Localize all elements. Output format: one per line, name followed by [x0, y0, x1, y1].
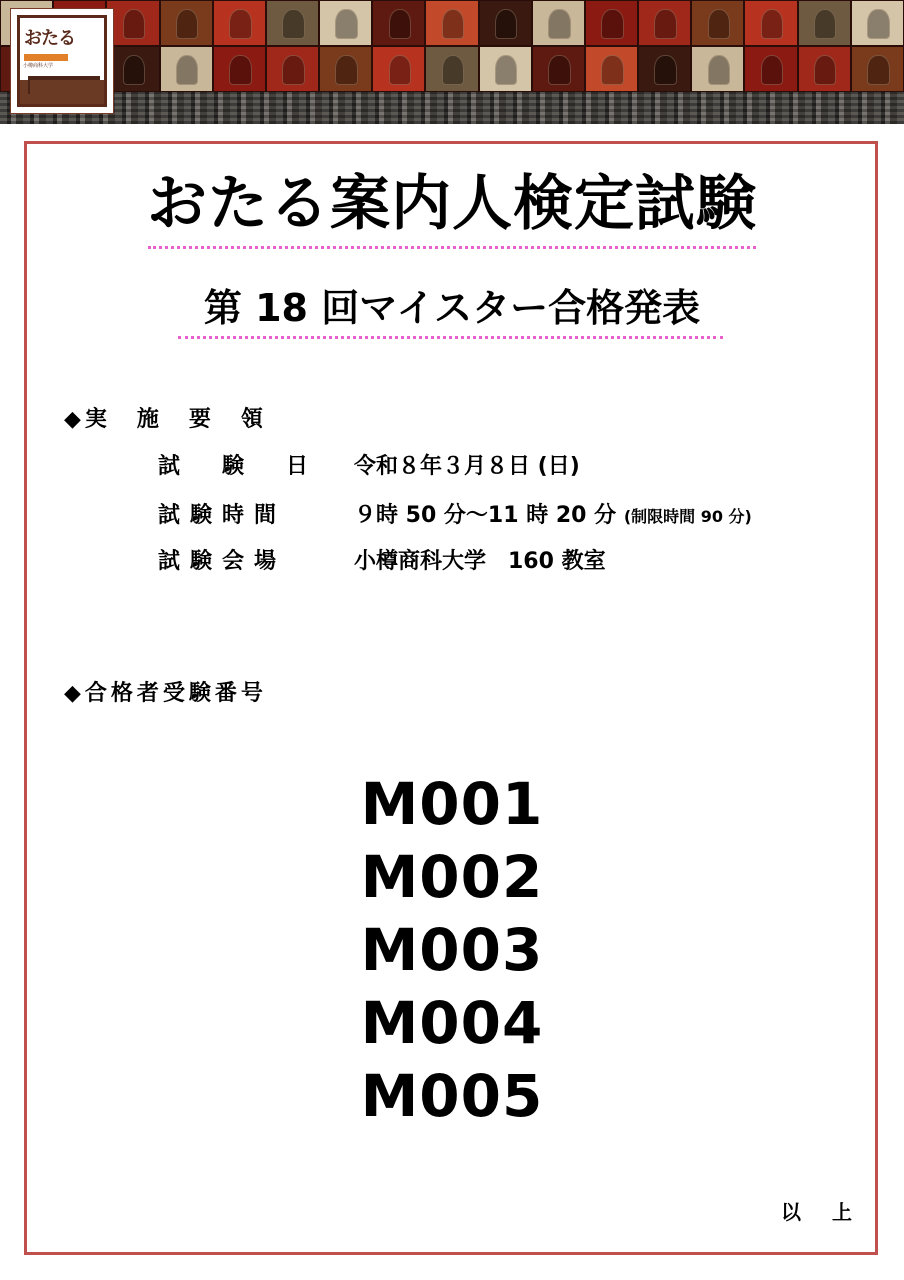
otaru-logo [11, 9, 113, 113]
banner-tile [213, 46, 266, 92]
passer-number: M001 [360, 770, 544, 838]
banner-tile [744, 0, 797, 46]
exam-date-value: 令和８年３月８日 (日) [354, 454, 580, 479]
logo-tag [24, 54, 68, 61]
banner-tile [744, 46, 797, 92]
subtitle-underline [178, 336, 723, 339]
banner-tile [372, 46, 425, 92]
logo-caption: 小樽商科大学 [23, 63, 54, 69]
banner-tile [425, 46, 478, 92]
banner-tile [479, 46, 532, 92]
banner-tile [106, 0, 159, 46]
passer-number: M004 [360, 989, 544, 1057]
banner-tile [691, 0, 744, 46]
exam-time-value-wrap [354, 501, 752, 532]
banner-tile [798, 0, 851, 46]
exam-venue-label: 試験会場 [158, 549, 287, 574]
passer-number: M003 [360, 916, 544, 984]
exam-venue-value: 小樽商科大学 160 教室 [354, 549, 606, 574]
banner-tile [798, 46, 851, 92]
logo-street-scene [20, 70, 104, 104]
banner-tile [213, 0, 266, 46]
exam-time-value: ９時 50 分～11 時 20 分 [354, 503, 617, 528]
banner-tile [585, 0, 638, 46]
banner-tile [479, 0, 532, 46]
overview-heading: ◆実 施 要 領 [64, 407, 267, 432]
passer-number: M005 [360, 1062, 544, 1130]
logo-wordmark: おたる [24, 28, 75, 49]
exam-time-label: 試験時間 [158, 503, 287, 528]
banner-tile [638, 0, 691, 46]
banner-tile [160, 0, 213, 46]
exam-date-label: 試 験 日 [158, 454, 319, 479]
page-title: おたる案内人検定試験 [147, 169, 757, 239]
building-photo-mosaic [0, 0, 904, 92]
header-banner [0, 0, 904, 124]
banner-tile [266, 0, 319, 46]
banner-tile [319, 46, 372, 92]
banner-tile [106, 46, 159, 92]
banner-tile [319, 0, 372, 46]
passer-number-list [0, 768, 904, 1133]
stone-wall-strip [0, 92, 904, 124]
banner-tile [851, 0, 904, 46]
banner-tile [532, 46, 585, 92]
passers-heading: ◆合格者受験番号 [64, 681, 267, 706]
banner-tile [638, 46, 691, 92]
closing-mark: 以 上 [781, 1200, 864, 1224]
banner-tile [691, 46, 744, 92]
page-subtitle: 第 18 回マイスター合格発表 [203, 286, 701, 330]
passer-number: M002 [360, 843, 544, 911]
banner-tile [851, 46, 904, 92]
banner-tile [585, 46, 638, 92]
title-underline [148, 246, 756, 249]
exam-time-note: (制限時間 90 分) [623, 507, 752, 526]
banner-tile [372, 0, 425, 46]
banner-tile [160, 46, 213, 92]
banner-tile [532, 0, 585, 46]
banner-tile [425, 0, 478, 46]
banner-tile [266, 46, 319, 92]
